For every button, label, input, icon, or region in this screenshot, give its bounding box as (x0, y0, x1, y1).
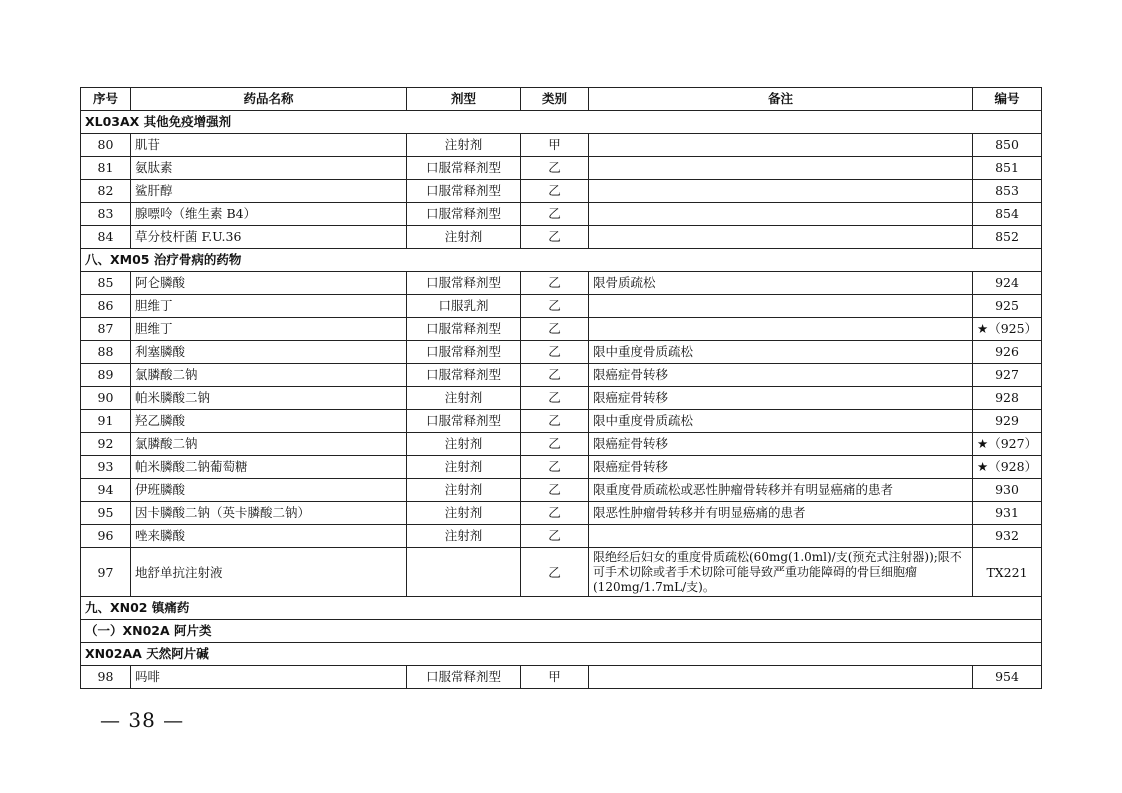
cell-category: 乙 (521, 456, 589, 479)
cell-name: 氨肽素 (131, 157, 407, 180)
cell-category: 乙 (521, 479, 589, 502)
cell-note: 限中重度骨质疏松 (589, 410, 973, 433)
cell-code: 926 (973, 341, 1042, 364)
cell-category: 乙 (521, 272, 589, 295)
section-title: （一）XN02A 阿片类 (81, 620, 1042, 643)
cell-name: 氯膦酸二钠 (131, 433, 407, 456)
cell-code: 929 (973, 410, 1042, 433)
cell-name: 利塞膦酸 (131, 341, 407, 364)
section-title: 八、XM05 治疗骨病的药物 (81, 249, 1042, 272)
table-row (81, 666, 1042, 689)
table-row (81, 318, 1042, 341)
table-row (81, 525, 1042, 548)
cell-form: 口服乳剂 (407, 295, 521, 318)
cell-category: 乙 (521, 387, 589, 410)
cell-category: 乙 (521, 157, 589, 180)
cell-seq: 98 (81, 666, 131, 689)
cell-name: 草分枝杆菌 F.U.36 (131, 226, 407, 249)
cell-seq: 81 (81, 157, 131, 180)
cell-note (589, 666, 973, 689)
cell-form: 口服常释剂型 (407, 364, 521, 387)
cell-code: 850 (973, 134, 1042, 157)
cell-form (407, 548, 521, 597)
cell-note: 限癌症骨转移 (589, 433, 973, 456)
table-row (81, 180, 1042, 203)
cell-category: 甲 (521, 134, 589, 157)
cell-category: 乙 (521, 180, 589, 203)
table-row (81, 134, 1042, 157)
cell-seq: 93 (81, 456, 131, 479)
cell-name: 胆维丁 (131, 318, 407, 341)
cell-category: 乙 (521, 341, 589, 364)
cell-note (589, 180, 973, 203)
table-row (81, 272, 1042, 295)
cell-name: 鲨肝醇 (131, 180, 407, 203)
section-row (81, 111, 1042, 134)
cell-category: 乙 (521, 295, 589, 318)
cell-form: 注射剂 (407, 502, 521, 525)
cell-name: 吗啡 (131, 666, 407, 689)
header-name: 药品名称 (131, 88, 407, 111)
cell-form: 口服常释剂型 (407, 410, 521, 433)
header-form: 剂型 (407, 88, 521, 111)
cell-category: 乙 (521, 203, 589, 226)
cell-name: 阿仑膦酸 (131, 272, 407, 295)
cell-category: 乙 (521, 525, 589, 548)
cell-seq: 80 (81, 134, 131, 157)
cell-name: 唑来膦酸 (131, 525, 407, 548)
cell-category: 乙 (521, 226, 589, 249)
table-row (81, 341, 1042, 364)
cell-code: ★（928） (973, 456, 1042, 479)
cell-note (589, 318, 973, 341)
cell-code: 853 (973, 180, 1042, 203)
table-row (81, 157, 1042, 180)
table-row (81, 203, 1042, 226)
cell-code: 932 (973, 525, 1042, 548)
table-row (81, 410, 1042, 433)
section-row (81, 597, 1042, 620)
cell-name: 因卡膦酸二钠（英卡膦酸二钠） (131, 502, 407, 525)
cell-note: 限癌症骨转移 (589, 364, 973, 387)
cell-name: 肌苷 (131, 134, 407, 157)
table-row (81, 456, 1042, 479)
cell-note (589, 226, 973, 249)
cell-code: 925 (973, 295, 1042, 318)
cell-form: 注射剂 (407, 134, 521, 157)
page-number: — 38 — (100, 708, 185, 732)
table-row (81, 387, 1042, 410)
section-title: 九、XN02 镇痛药 (81, 597, 1042, 620)
table-row (81, 433, 1042, 456)
section-row (81, 249, 1042, 272)
table-row (81, 295, 1042, 318)
cell-code: 854 (973, 203, 1042, 226)
cell-category: 乙 (521, 364, 589, 387)
cell-note: 限骨质疏松 (589, 272, 973, 295)
cell-category: 乙 (521, 318, 589, 341)
header-note: 备注 (589, 88, 973, 111)
table-body (81, 111, 1042, 689)
cell-note (589, 203, 973, 226)
cell-code: 852 (973, 226, 1042, 249)
cell-seq: 96 (81, 525, 131, 548)
cell-code: 924 (973, 272, 1042, 295)
table-row (81, 502, 1042, 525)
cell-form: 注射剂 (407, 479, 521, 502)
cell-code: 930 (973, 479, 1042, 502)
header-seq: 序号 (81, 88, 131, 111)
cell-form: 注射剂 (407, 456, 521, 479)
cell-seq: 87 (81, 318, 131, 341)
cell-note (589, 134, 973, 157)
cell-note (589, 295, 973, 318)
cell-note (589, 525, 973, 548)
cell-name: 地舒单抗注射液 (131, 548, 407, 597)
cell-note: 限癌症骨转移 (589, 387, 973, 410)
cell-seq: 92 (81, 433, 131, 456)
table-row (81, 364, 1042, 387)
cell-code: 851 (973, 157, 1042, 180)
cell-code: ★（925） (973, 318, 1042, 341)
cell-category: 乙 (521, 433, 589, 456)
cell-seq: 91 (81, 410, 131, 433)
cell-name: 帕米膦酸二钠葡萄糖 (131, 456, 407, 479)
section-row (81, 620, 1042, 643)
header-category: 类别 (521, 88, 589, 111)
cell-name: 氯膦酸二钠 (131, 364, 407, 387)
cell-form: 口服常释剂型 (407, 272, 521, 295)
cell-name: 羟乙膦酸 (131, 410, 407, 433)
cell-code: 928 (973, 387, 1042, 410)
cell-note: 限恶性肿瘤骨转移并有明显癌痛的患者 (589, 502, 973, 525)
cell-seq: 90 (81, 387, 131, 410)
cell-form: 口服常释剂型 (407, 180, 521, 203)
table-row (81, 226, 1042, 249)
cell-note: 限癌症骨转移 (589, 456, 973, 479)
cell-form: 口服常释剂型 (407, 203, 521, 226)
cell-name: 伊班膦酸 (131, 479, 407, 502)
header-code: 编号 (973, 88, 1042, 111)
cell-seq: 88 (81, 341, 131, 364)
cell-category: 甲 (521, 666, 589, 689)
cell-note: 限中重度骨质疏松 (589, 341, 973, 364)
cell-category: 乙 (521, 502, 589, 525)
cell-form: 注射剂 (407, 387, 521, 410)
cell-seq: 94 (81, 479, 131, 502)
cell-code: 954 (973, 666, 1042, 689)
section-title: XL03AX 其他免疫增强剂 (81, 111, 1042, 134)
table-row (81, 479, 1042, 502)
cell-seq: 97 (81, 548, 131, 597)
cell-seq: 89 (81, 364, 131, 387)
cell-form: 口服常释剂型 (407, 318, 521, 341)
cell-seq: 95 (81, 502, 131, 525)
cell-seq: 84 (81, 226, 131, 249)
cell-form: 口服常释剂型 (407, 157, 521, 180)
cell-code: TX221 (973, 548, 1042, 597)
cell-name: 帕米膦酸二钠 (131, 387, 407, 410)
drug-list-table (80, 87, 1042, 689)
cell-seq: 83 (81, 203, 131, 226)
cell-seq: 82 (81, 180, 131, 203)
cell-code: ★（927） (973, 433, 1042, 456)
cell-form: 注射剂 (407, 525, 521, 548)
cell-code: 927 (973, 364, 1042, 387)
cell-category: 乙 (521, 410, 589, 433)
cell-form: 注射剂 (407, 433, 521, 456)
cell-form: 口服常释剂型 (407, 341, 521, 364)
cell-name: 腺嘌呤（维生素 B4） (131, 203, 407, 226)
cell-seq: 85 (81, 272, 131, 295)
cell-seq: 86 (81, 295, 131, 318)
cell-note: 限绝经后妇女的重度骨质疏松(60mg(1.0ml)/支(预充式注射器));限不可手术切除或者手术切除可能导致严重功能障碍的骨巨细胞瘤(120mg/1.7mL/支)。 (589, 548, 973, 597)
section-row (81, 643, 1042, 666)
table-row (81, 548, 1042, 597)
section-title: XN02AA 天然阿片碱 (81, 643, 1042, 666)
table-header-row (81, 88, 1042, 111)
cell-form: 注射剂 (407, 226, 521, 249)
cell-note: 限重度骨质疏松或恶性肿瘤骨转移并有明显癌痛的患者 (589, 479, 973, 502)
cell-form: 口服常释剂型 (407, 666, 521, 689)
cell-note (589, 157, 973, 180)
cell-category: 乙 (521, 548, 589, 597)
cell-name: 胆维丁 (131, 295, 407, 318)
cell-code: 931 (973, 502, 1042, 525)
